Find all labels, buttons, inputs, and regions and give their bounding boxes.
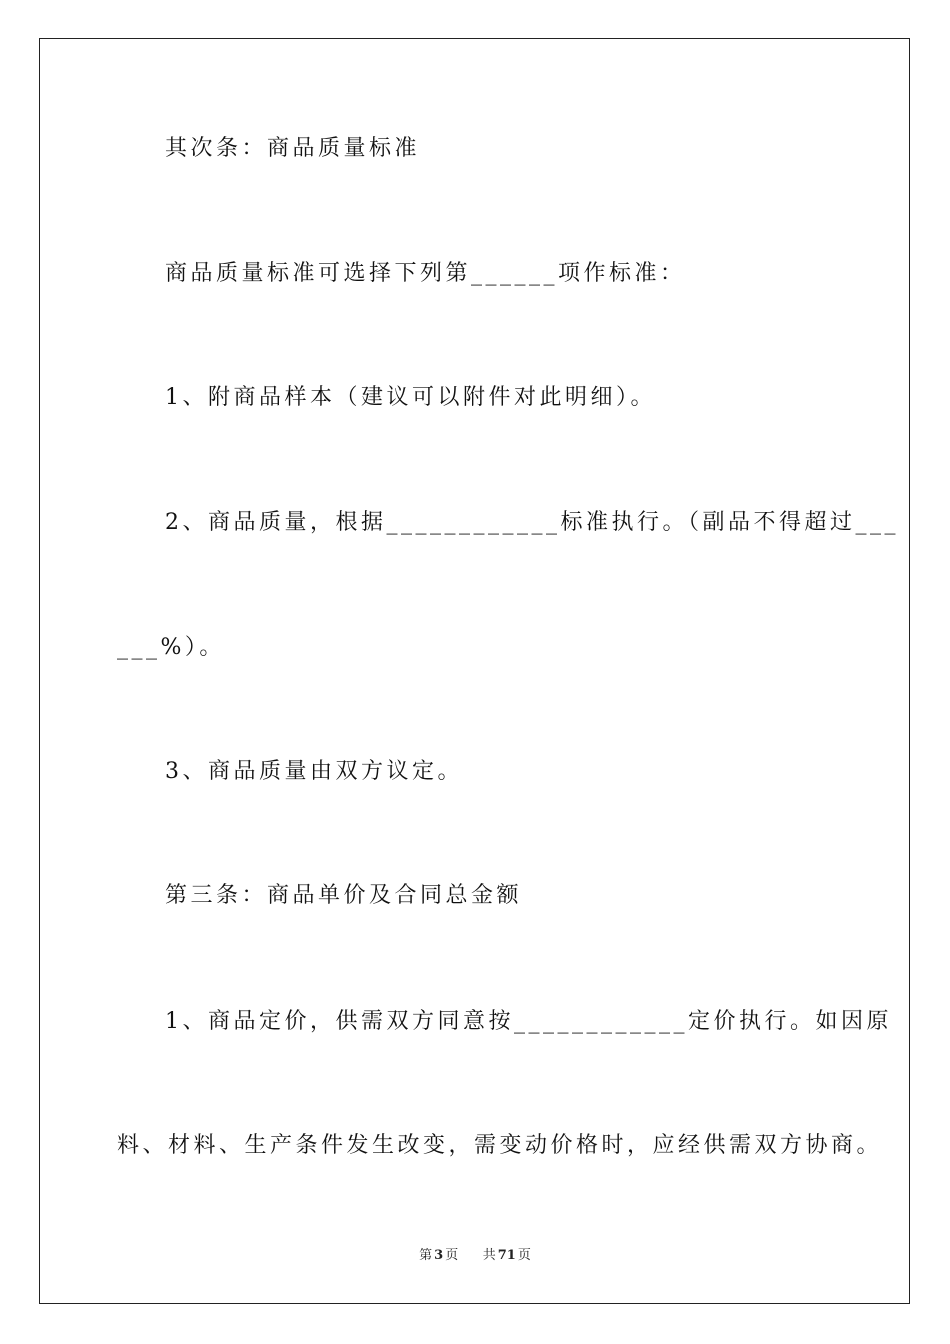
page-frame: [39, 38, 910, 1304]
quality-option-2-continued: ___%）。: [117, 635, 225, 660]
total-pages-indicator: [481, 1248, 533, 1263]
pricing-clause-1-continued: 料、材料、生产条件发生改变，需变动价格时，应经供需双方协商。: [117, 1133, 883, 1158]
page-suffix: 页: [445, 1248, 459, 1263]
quality-option-1: 1、附商品样本（建议可以附件对此明细）。: [165, 385, 656, 410]
quality-option-3: 3、商品质量由双方议定。: [165, 759, 463, 784]
article-2-heading: 其次条：商品质量标准: [165, 136, 421, 161]
page-prefix: 第: [419, 1248, 433, 1263]
quality-option-2: 2、商品质量，根据____________标准执行。（副品不得超过___: [165, 510, 899, 535]
page-indicator: [417, 1248, 460, 1263]
page-number: 3: [434, 1248, 444, 1263]
total-pages: 71: [497, 1248, 516, 1263]
article-3-heading: 第三条：商品单价及合同总金额: [165, 883, 523, 908]
quality-standard-intro: 商品质量标准可选择下列第______项作标准：: [165, 261, 686, 286]
page-footer: [0, 1247, 950, 1265]
total-prefix: 共: [482, 1248, 496, 1263]
pricing-clause-1: 1、商品定价，供需双方同意按____________定价执行。如因原: [165, 1009, 892, 1034]
total-suffix: 页: [517, 1248, 531, 1263]
